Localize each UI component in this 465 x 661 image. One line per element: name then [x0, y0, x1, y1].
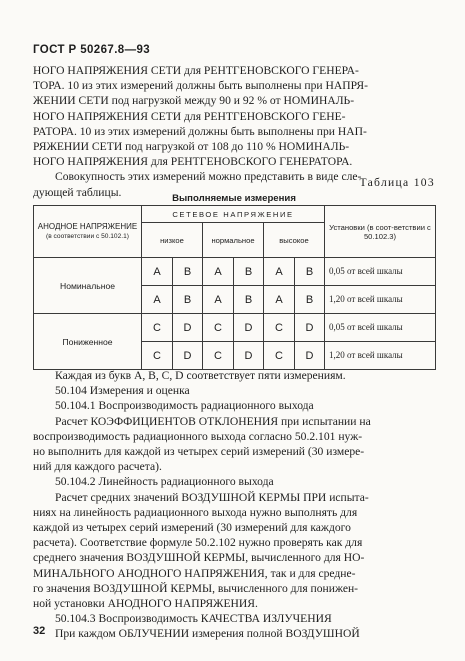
- text-line: ТОРА. 10 из этих измерений должны быть выполнены при НАПРЯ-: [33, 79, 368, 93]
- table-cell: D: [295, 342, 325, 370]
- anode-voltage-header: АНОДНОЕ НАПРЯЖЕНИЕ (в соответствии с 50.102.1): [34, 206, 142, 258]
- table-cell: A: [203, 258, 234, 286]
- table-cell: D: [234, 342, 264, 370]
- row-label-reduced: Пониженное: [34, 314, 142, 370]
- settings-cell: 1,20 от всей шкалы: [325, 286, 436, 314]
- table-cell: C: [264, 342, 295, 370]
- text-line: ной установки АНОДНОГО НАПРЯЖЕНИЯ.: [33, 597, 258, 611]
- table-cell: C: [203, 342, 234, 370]
- text-line: ний для каждого расчета).: [33, 460, 162, 474]
- table-number: Таблица 103: [359, 176, 435, 189]
- section-heading: 50.104 Измерения и оценка: [55, 384, 190, 398]
- mains-high-header: высокое: [264, 223, 325, 258]
- mains-low-header: низкое: [142, 223, 203, 258]
- table-cell: A: [264, 258, 295, 286]
- table-cell: B: [173, 286, 203, 314]
- table-cell: B: [234, 258, 264, 286]
- subsection-heading: 50.104.3 Воспроизводимость КАЧЕСТВА ИЗЛУЧЕНИЯ: [55, 612, 332, 626]
- body-text: [33, 368, 435, 642]
- table-cell: C: [142, 314, 173, 342]
- text-line: ЖЕНИИ СЕТИ под нагрузкой между 90 и 92 % от НОМИНАЛЬ-: [33, 94, 355, 108]
- table-cell: B: [295, 258, 325, 286]
- text-line: НОГО НАПРЯЖЕНИЯ СЕТИ для РЕНТГЕНОВСКОГО ГЕНЕРА-: [33, 64, 359, 77]
- mains-normal-header: нормальное: [203, 223, 264, 258]
- text-line: воспроизводимость радиационного выхода согласно 50.2.101 нуж-: [33, 429, 363, 443]
- settings-cell: 1,20 от всей шкалы: [325, 342, 436, 370]
- text-line: Расчет средних значений ВОЗДУШНОЙ КЕРМЫ ПРИ испыта-: [55, 490, 369, 504]
- page-number: 32: [33, 625, 46, 637]
- table-cell: D: [234, 314, 264, 342]
- table-title: Выполняемые измерения: [172, 193, 296, 204]
- text-line: При каждом ОБЛУЧЕНИИ измерения полной ВОЗДУШНОЙ: [55, 627, 360, 641]
- text-line: го значения ВОЗДУШНОЙ КЕРМЫ, вычисленного для понижен-: [33, 581, 359, 595]
- settings-header: Установки (в соот-ветствии с 50.102.3): [325, 206, 436, 258]
- text-line: но выполнить для каждой из четырех серий измерений (30 измере-: [33, 445, 365, 459]
- text-line: ниях на линейность радиационного выхода нужно выполнять для: [33, 505, 358, 519]
- table-cell: D: [173, 314, 203, 342]
- table-cell: D: [173, 342, 203, 370]
- row-label-nominal: Номинальное: [34, 258, 142, 314]
- text-line: каждой из четырех серий измерений (30 измерений для каждого: [33, 521, 351, 535]
- text-line: расчета). Соответствие формуле 50.2.102 нужно проверять как для: [33, 536, 363, 550]
- table-cell: A: [264, 286, 295, 314]
- settings-cell: 0,05 от всей шкалы: [325, 258, 436, 286]
- text-line: дующей таблицы.: [33, 185, 122, 199]
- table-cell: C: [142, 342, 173, 370]
- text-line: среднего значения ВОЗДУШНОЙ КЕРМЫ, вычисленного для НО-: [33, 551, 365, 565]
- text-line: Совокупность этих измерений можно представить в виде сле-: [55, 170, 362, 184]
- table-cell: B: [234, 286, 264, 314]
- text-line: Каждая из букв A, B, C, D соответствует пяти измерениям.: [55, 369, 346, 382]
- document-header: ГОСТ Р 50267.8—93: [33, 44, 151, 56]
- table-cell: A: [142, 286, 173, 314]
- table-cell: B: [173, 258, 203, 286]
- mains-voltage-header: СЕТЕВОЕ НАПРЯЖЕНИЕ: [142, 206, 325, 223]
- text-line: Расчет КОЭФФИЦИЕНТОВ ОТКЛОНЕНИЯ при испытании на: [55, 414, 371, 428]
- table-cell: B: [295, 286, 325, 314]
- text-line: НОГО НАПРЯЖЕНИЯ СЕТИ для РЕНТГЕНОВСКОГО ГЕНЕ-: [33, 109, 346, 123]
- table-cell: D: [295, 314, 325, 342]
- measurements-table: [33, 205, 436, 370]
- settings-cell: 0,05 от всей шкалы: [325, 314, 436, 342]
- subsection-heading: 50.104.2 Линейность радиационного выхода: [55, 475, 274, 489]
- subsection-heading: 50.104.1 Воспроизводимость радиационного выхода: [55, 399, 314, 413]
- table-cell: C: [264, 314, 295, 342]
- table-cell: C: [203, 314, 234, 342]
- text-line: НОГО НАПРЯЖЕНИЯ для РЕНТГЕНОВСКОГО ГЕНЕРАТОРА.: [33, 155, 353, 169]
- text-line: РАТОРА. 10 из этих измерений должны быть выполнены при НАП-: [33, 124, 367, 138]
- table-cell: A: [142, 258, 173, 286]
- table-cell: A: [203, 286, 234, 314]
- text-line: МИНАЛЬНОГО АНОДНОГО НАПРЯЖЕНИЯ, так и для средне-: [33, 566, 356, 580]
- text-line: РЯЖЕНИИ СЕТИ под нагрузкой от 108 до 110 % НОМИНАЛЬ-: [33, 140, 350, 154]
